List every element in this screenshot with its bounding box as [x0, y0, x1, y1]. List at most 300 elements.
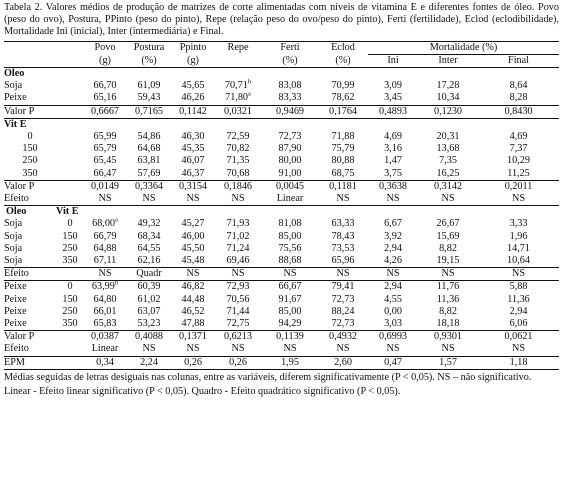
cell-value: 0,6667 — [90, 105, 119, 117]
table-cell — [262, 193, 318, 206]
table-cell — [126, 143, 172, 155]
table-cell — [126, 218, 172, 230]
cell-value: 0,9469 — [275, 105, 304, 117]
table-cell — [214, 231, 262, 243]
cell-value: 11,76 — [436, 281, 460, 293]
table-cell — [418, 68, 478, 81]
cell-value: 45,65 — [181, 80, 205, 92]
significance-letter: b — [114, 280, 119, 288]
table-cell — [126, 80, 172, 92]
cell-value: 0,3638 — [378, 180, 407, 192]
cell-value: 70,82 — [226, 143, 250, 155]
cell-value: 1,18 — [509, 356, 528, 368]
cell-value: 91,67 — [278, 293, 302, 305]
cell-value: 4,26 — [384, 255, 402, 267]
table-row — [4, 318, 559, 331]
table-cell — [478, 231, 559, 243]
cell-value: 63,07 — [137, 305, 161, 317]
table-cell — [318, 105, 368, 118]
table-cell — [368, 180, 418, 193]
table-cell — [214, 92, 262, 105]
table-cell — [84, 294, 126, 306]
cell-value: 91,00 — [278, 167, 302, 179]
cell-value: 10,64 — [507, 255, 530, 267]
cell-value: 0,9301 — [433, 331, 462, 343]
cell-value: 0,4088 — [134, 331, 163, 343]
table-cell — [418, 180, 478, 193]
col-mort-ini: Ini — [368, 54, 418, 67]
table-cell — [318, 306, 368, 318]
row-sublabel: 0 — [67, 281, 73, 293]
cell-value: 62,16 — [137, 255, 161, 267]
table-cell — [478, 255, 559, 268]
cell-value: 71,88 — [331, 131, 355, 143]
cell-value: 83,33 — [278, 92, 302, 104]
cell-value: 71,80 — [225, 92, 249, 104]
table-cell — [418, 356, 478, 369]
cell-value: 65,45 — [93, 155, 117, 167]
table-cell — [418, 168, 478, 181]
table-cell — [368, 92, 418, 105]
row-sublabel: 150 — [62, 293, 78, 305]
table-cell — [172, 180, 214, 193]
cell-value: 45,50 — [181, 242, 205, 254]
row-label: Efeito — [4, 268, 56, 281]
cell-value: 71,44 — [226, 305, 250, 317]
cell-value: 46,37 — [181, 167, 205, 179]
table-cell — [84, 268, 126, 281]
cell-value: 87,90 — [278, 143, 302, 155]
cell-value: 70,56 — [226, 293, 250, 305]
row-label: Peixe — [4, 318, 27, 330]
cell-value: 4,69 — [384, 131, 402, 143]
cell-value: 45,48 — [181, 255, 205, 267]
table-cell — [84, 331, 126, 344]
cell-value: 0,8430 — [504, 105, 533, 117]
cell-value: 0,1846 — [223, 180, 252, 192]
cell-value: 2,24 — [140, 356, 158, 368]
table-cell — [126, 92, 172, 105]
cell-value: 45,35 — [181, 143, 205, 155]
footnote-effects: Linear - Efeito linear significativo (P < 0,05). Quadro - Efeito quadrático significativo (P < 0,05). — [4, 386, 401, 398]
row-label: Oleo — [6, 206, 27, 218]
significance-letter: a — [115, 217, 118, 225]
table-cell — [262, 143, 318, 155]
table-cell — [172, 92, 214, 105]
table-cell — [478, 343, 559, 356]
table-cell — [126, 243, 172, 255]
table-cell — [368, 255, 418, 268]
table-cell — [368, 193, 418, 206]
unit-povo: (g) — [84, 54, 126, 67]
table-cell — [214, 68, 262, 81]
table-cell — [84, 118, 126, 131]
table-cell — [368, 68, 418, 81]
table-row — [4, 143, 559, 155]
cell-value: 46,30 — [181, 131, 205, 143]
table-cell — [318, 231, 368, 243]
cell-value: 7,37 — [509, 143, 528, 155]
cell-value: 71,24 — [226, 242, 250, 254]
col-mort-final: Final — [478, 54, 559, 67]
cell-value: Linear — [91, 343, 119, 355]
cell-value: 46,52 — [181, 305, 205, 317]
cell-value: 66,47 — [93, 167, 117, 179]
cell-value: 70,71 — [224, 80, 248, 92]
table-cell — [84, 80, 126, 92]
table-cell — [126, 155, 172, 167]
table-cell — [84, 281, 126, 294]
cell-value: 8,28 — [509, 92, 528, 104]
cell-value: 2,94 — [384, 281, 402, 293]
cell-value: 65,16 — [93, 92, 117, 104]
row-sublabel: Vit E — [56, 206, 79, 218]
cell-value: 16,25 — [436, 167, 460, 179]
table-cell — [172, 206, 214, 219]
cell-value: 0,0045 — [275, 180, 304, 192]
table-cell — [478, 218, 559, 230]
table-row — [4, 218, 559, 230]
cell-value: 1,95 — [281, 356, 299, 368]
cell-value: 3,45 — [384, 92, 402, 104]
unit-eclod: (%) — [318, 54, 368, 67]
table-cell — [214, 206, 262, 219]
table-cell — [368, 80, 418, 92]
cell-value: 71,02 — [226, 230, 250, 242]
cell-value: NS — [231, 193, 245, 205]
cell-value: 0,00 — [384, 305, 402, 317]
table-cell — [318, 356, 368, 369]
table-cell — [478, 268, 559, 281]
row-label: Peixe — [4, 281, 27, 293]
table-row — [4, 343, 559, 356]
cell-value: NS — [386, 193, 400, 205]
table-row — [4, 118, 559, 131]
cell-value: 68,34 — [137, 230, 161, 242]
cell-value: 85,00 — [278, 305, 302, 317]
table-cell — [84, 218, 126, 230]
table-row — [4, 243, 559, 255]
table-cell — [478, 92, 559, 105]
table-cell — [368, 131, 418, 143]
table-row — [4, 281, 559, 294]
row-label: Peixe — [4, 305, 27, 317]
table-cell — [262, 343, 318, 356]
table-cell — [172, 231, 214, 243]
table-row — [4, 294, 559, 306]
table-cell — [478, 168, 559, 181]
cell-value: 4,69 — [509, 131, 528, 143]
cell-value: NS — [231, 343, 245, 355]
cell-value: 66,01 — [93, 305, 117, 317]
unit-ferti: (%) — [262, 54, 318, 67]
row-sublabel: 0 — [67, 218, 73, 230]
cell-value: 64,80 — [93, 293, 117, 305]
table-cell — [318, 193, 368, 206]
table-cell — [318, 118, 368, 131]
table-cell — [478, 80, 559, 92]
table-row — [4, 356, 559, 369]
table-cell — [214, 294, 262, 306]
cell-value: 0,1139 — [276, 331, 304, 343]
table-cell — [84, 68, 126, 81]
table-cell — [318, 268, 368, 281]
table-cell — [84, 231, 126, 243]
table-cell — [418, 294, 478, 306]
table-cell — [84, 318, 126, 331]
table-cell — [84, 168, 126, 181]
cell-value: 88,24 — [331, 305, 355, 317]
cell-value: 3,92 — [384, 230, 402, 242]
row-sublabel: 350 — [62, 318, 78, 330]
table-cell — [262, 306, 318, 318]
cell-value: 6,06 — [509, 318, 528, 330]
cell-value: 3,75 — [384, 167, 402, 179]
cell-value: 0,6993 — [378, 331, 407, 343]
table-cell — [318, 255, 368, 268]
table-cell — [318, 68, 368, 81]
cell-value: 15,69 — [436, 230, 460, 242]
cell-value: 53,23 — [137, 318, 161, 330]
table-cell — [84, 255, 126, 268]
table-cell — [478, 243, 559, 255]
table-cell — [318, 206, 368, 219]
table-cell — [478, 131, 559, 143]
cell-value: 61,02 — [137, 293, 161, 305]
significance-letter: a — [248, 91, 251, 99]
table-row — [4, 193, 559, 206]
col-repe: Repe — [214, 41, 262, 54]
cell-value: 0,26 — [229, 356, 247, 368]
cell-value: 64,68 — [137, 143, 161, 155]
col-ferti: Ferti — [262, 41, 318, 54]
table-cell — [84, 180, 126, 193]
table-cell — [368, 105, 418, 118]
cell-value: 67,11 — [93, 255, 117, 267]
table-cell — [214, 306, 262, 318]
table-cell — [368, 218, 418, 230]
table-cell — [478, 356, 559, 369]
row-sublabel — [56, 68, 84, 81]
row-label: Soja — [4, 230, 23, 242]
cell-value: NS — [336, 193, 350, 205]
col-postura: Postura — [126, 41, 172, 54]
table-cell — [368, 343, 418, 356]
table-cell — [262, 356, 318, 369]
table-cell — [126, 118, 172, 131]
cell-value: 8,64 — [509, 80, 528, 92]
table-cell — [478, 105, 559, 118]
cell-value: 66,79 — [93, 230, 117, 242]
table-cell — [262, 155, 318, 167]
col-povo: Povo — [84, 41, 126, 54]
table-cell — [84, 343, 126, 356]
footnote-significance: Médias seguidas de letras desiguais nas colunas, entre as variáveis, diferem significativamente (P < 0,05). NS – não significativo. — [4, 371, 532, 383]
table-cell — [84, 92, 126, 105]
cell-value: 83,08 — [278, 80, 302, 92]
cell-value: 11,25 — [507, 167, 530, 179]
row-label: 350 — [22, 167, 38, 179]
cell-value: 85,00 — [278, 230, 302, 242]
table-cell — [126, 131, 172, 143]
cell-value: 1,96 — [509, 230, 528, 242]
table-cell — [214, 118, 262, 131]
table-cell — [172, 143, 214, 155]
cell-value: 0,0621 — [504, 331, 533, 343]
cell-value: NS — [386, 268, 400, 280]
table-cell — [262, 268, 318, 281]
unit-postura: (%) — [126, 54, 172, 67]
table-cell — [418, 231, 478, 243]
cell-value: NS — [186, 343, 200, 355]
row-sublabel — [56, 168, 84, 181]
table-cell — [318, 331, 368, 344]
cell-value: 78,43 — [331, 230, 355, 242]
table-cell — [418, 218, 478, 230]
table-cell — [172, 105, 214, 118]
row-sublabel — [56, 180, 84, 193]
table-cell — [262, 180, 318, 193]
table-cell — [126, 356, 172, 369]
cell-value: 65,99 — [93, 131, 117, 143]
cell-value: 0,47 — [384, 356, 402, 368]
row-sublabel — [56, 131, 84, 143]
cell-value: 72,73 — [278, 131, 302, 143]
cell-value: 45,27 — [181, 218, 205, 230]
table-cell — [126, 193, 172, 206]
table-cell — [126, 168, 172, 181]
cell-value: 65,96 — [331, 255, 355, 267]
table-cell — [262, 92, 318, 105]
cell-value: 11,36 — [436, 293, 460, 305]
table-cell — [418, 80, 478, 92]
table-cell — [172, 218, 214, 230]
table-caption: Tabela 2. Valores médios de produção de matrizes de corte alimentadas com níveis de vitamina E e diferentes fontes de óleo. Povo (peso do ovo), Postura, PPinto (peso do pinto), Repe (relação peso do ovo/peso do pinto), Ferti (fertilidade), Eclod (eclodibilidade), Mortalidade Ini (inicial), Inter (intermediária) e Final. — [4, 2, 559, 38]
table-cell — [84, 143, 126, 155]
table-cell — [418, 193, 478, 206]
cell-value: 46,07 — [181, 155, 205, 167]
cell-value: 46,26 — [181, 92, 205, 104]
table-cell — [368, 318, 418, 331]
cell-value: 73,53 — [331, 242, 355, 254]
row-sublabel: 150 — [62, 230, 78, 242]
table-row — [4, 92, 559, 105]
cell-value: 0,4932 — [328, 331, 357, 343]
row-label: Soja — [4, 255, 23, 267]
table-cell — [84, 131, 126, 143]
cell-value: 79,41 — [331, 281, 355, 293]
cell-value: 0,4893 — [378, 105, 407, 117]
table-cell — [418, 318, 478, 331]
cell-value: 2,60 — [334, 356, 352, 368]
table-cell — [368, 306, 418, 318]
cell-value: 72,73 — [331, 293, 355, 305]
cell-value: 18,18 — [436, 318, 460, 330]
row-label: Soja — [4, 242, 23, 254]
table-row — [4, 180, 559, 193]
table-cell — [418, 331, 478, 344]
cell-value: NS — [336, 268, 350, 280]
table-cell — [318, 243, 368, 255]
row-label: Soja — [4, 218, 23, 230]
table-cell — [172, 318, 214, 331]
table-cell — [172, 80, 214, 92]
cell-value: 65,83 — [93, 318, 117, 330]
cell-value: 4,55 — [384, 293, 402, 305]
results-table — [4, 41, 559, 370]
table-cell — [172, 343, 214, 356]
cell-value: 3,33 — [509, 218, 528, 230]
table-cell — [368, 281, 418, 294]
table-cell — [214, 356, 262, 369]
cell-value: Linear — [276, 193, 304, 205]
cell-value: 3,16 — [384, 143, 402, 155]
table-cell — [262, 231, 318, 243]
table-cell — [84, 243, 126, 255]
table-cell — [172, 243, 214, 255]
table-cell — [262, 294, 318, 306]
table-cell — [262, 80, 318, 92]
table-cell — [214, 218, 262, 230]
table-cell — [172, 155, 214, 167]
table-cell — [262, 281, 318, 294]
cell-value: 0,1371 — [178, 331, 207, 343]
significance-letter: b — [247, 78, 252, 86]
table-cell — [172, 68, 214, 81]
cell-value: 6,67 — [384, 218, 402, 230]
table-cell — [368, 206, 418, 219]
table-cell — [84, 105, 126, 118]
table-cell — [214, 193, 262, 206]
col-eclod: Eclod — [318, 41, 368, 54]
table-cell — [418, 131, 478, 143]
table-cell — [418, 306, 478, 318]
table-cell — [368, 168, 418, 181]
table-cell — [214, 318, 262, 331]
table-cell — [84, 206, 126, 219]
cell-value: 2,94 — [509, 305, 528, 317]
table-row — [4, 306, 559, 318]
cell-value: 59,43 — [137, 92, 161, 104]
cell-value: 0,1142 — [179, 105, 207, 117]
cell-value: 0,6213 — [223, 331, 252, 343]
cell-value: 8,82 — [439, 305, 457, 317]
table-cell — [214, 343, 262, 356]
table-cell — [478, 306, 559, 318]
table-row — [4, 231, 559, 243]
row-label: Soja — [4, 80, 23, 92]
cell-value: 63,81 — [137, 155, 161, 167]
row-sublabel: 350 — [62, 255, 78, 267]
cell-value: 10,34 — [436, 92, 460, 104]
cell-value: 11,36 — [507, 293, 530, 305]
table-cell — [172, 331, 214, 344]
table-cell — [368, 268, 418, 281]
table-row — [4, 331, 559, 344]
cell-value: 64,88 — [93, 242, 117, 254]
table-cell — [368, 118, 418, 131]
header-row-2 — [4, 54, 559, 67]
cell-value: 19,15 — [436, 255, 460, 267]
table-cell — [418, 268, 478, 281]
table-row — [4, 168, 559, 181]
cell-value: NS — [283, 268, 297, 280]
table-cell — [126, 268, 172, 281]
row-label: 150 — [22, 143, 38, 155]
cell-value: 68,75 — [331, 167, 355, 179]
cell-value: 71,93 — [226, 218, 250, 230]
cell-value: NS — [441, 343, 455, 355]
